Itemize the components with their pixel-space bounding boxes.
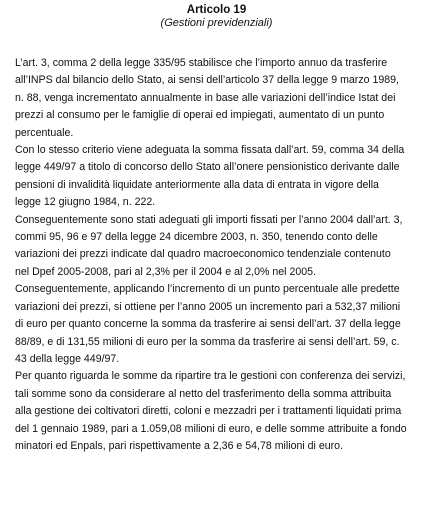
text-line: prezzi al consumo per le famiglie di operai ed impiegati, aumentato di un punto <box>15 109 385 122</box>
text-line: alla gestione dei coltivatori diretti, coloni e mezzadri per i trattamenti liquidati prima <box>15 405 402 418</box>
text-line: minatori ed Enpals, pari rispettivamente a 2,36 e 54,78 milioni di euro. <box>15 439 343 452</box>
text-line: percentuale. <box>15 126 74 139</box>
text-line: Per quanto riguarda le somme da ripartire tra le gestioni con conferenza dei servizi, <box>15 370 406 383</box>
text-line: Con lo stesso criterio viene adeguata la somma fissata dall’art. 59, comma 34 della <box>15 144 405 157</box>
paragraph-5 <box>15 368 425 455</box>
paragraph-3 <box>15 212 425 282</box>
text-line: pensioni di invalidità liquidate anteriormente alla data di entrata in vigore della <box>15 178 379 191</box>
text-line: del 1 gennaio 1989, pari a 1.059,08 milioni di euro, e delle somme attribuite a fondo <box>15 422 407 435</box>
paragraph-2 <box>15 142 425 212</box>
text-line: legge 449/97 a titolo di concorso dello Stato all’onere pensionistico derivante dalle <box>15 161 400 174</box>
paragraph-1 <box>15 55 425 142</box>
article-title: Articolo 19 <box>186 4 247 16</box>
article-subtitle: (Gestioni previdenziali) <box>160 17 273 29</box>
text-line: Conseguentemente sono stati adeguati gli importi fissati per l’anno 2004 dall’art. 3, <box>15 213 403 226</box>
text-line: commi 95, 96 e 97 della legge 24 dicembre 2003, n. 350, tenendo conto delle <box>15 231 378 244</box>
text-line: n. 88, venga incrementato annualmente in base alle variazioni dell’indice Istat dei <box>15 91 396 104</box>
text-line: legge 12 giugno 1984, n. 222. <box>15 196 156 209</box>
text-line: 43 della legge 449/97. <box>15 352 120 365</box>
text-line: variazioni dei prezzi indicate dal quadro macroeconomico tendenziale contenuto <box>15 248 391 261</box>
text-line: L’art. 3, comma 2 della legge 335/95 stabilisce che l’importo annuo da trasferire <box>15 57 388 69</box>
text-line: nel Dpef 2005-2008, pari al 2,3% per il 2004 e al 2,0% nel 2005. <box>15 265 316 278</box>
text-line: all’INPS dal bilancio dello Stato, ai sensi dell’articolo 37 della legge 9 marzo 1989, <box>15 74 399 87</box>
text-line: Conseguentemente, applicando l’incremento di un punto percentuale alle predette <box>15 283 400 296</box>
text-line: di euro per quanto concerne la somma da trasferire ai sensi dell’art. 37 della legge <box>15 318 401 331</box>
article-body <box>15 55 425 455</box>
paragraph-4 <box>15 281 425 368</box>
text-line: 88/89, e di 131,55 milioni di euro per la somma da trasferire ai sensi dell’art. 59, c. <box>15 335 400 348</box>
text-line: tali somme sono da considerare al netto del trasferimento della somma attribuita <box>15 387 392 400</box>
text-line: variazioni dei prezzi, si ottiene per l’anno 2005 un incremento pari a 532,37 milioni <box>15 300 401 313</box>
article-heading <box>0 4 433 30</box>
